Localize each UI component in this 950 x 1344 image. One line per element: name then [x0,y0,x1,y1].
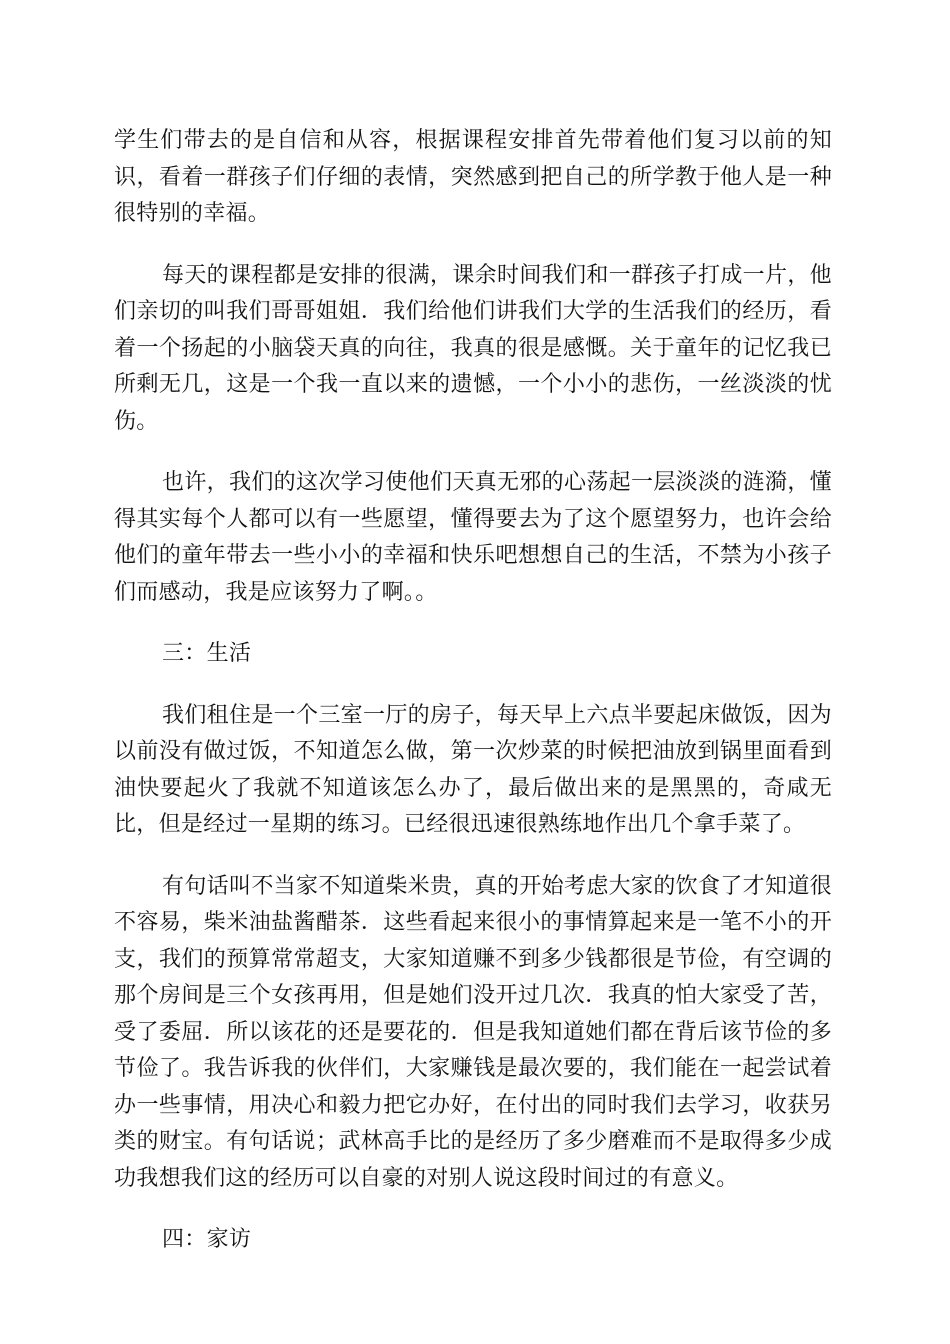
section-heading-home-visit: 四：家访 [162,1227,252,1252]
section-heading-life: 三：生活 [162,641,252,666]
document-body [114,123,832,1284]
paragraph-3: 也许，我们的这次学习使他们天真无邪的心荡起一层淡淡的涟漪，懂得其实每个人都可以有一些愿望，懂得要去为了这个愿望努力，也许会给他们的童年带去一些小小的幸福和快乐吧想想自己的生活，不禁为小孩子们而感动，我是应该努力了啊。。 [114,470,832,605]
paragraph-1: 学生们带去的是自信和从容，根据课程安排首先带着他们复习以前的知识，看着一群孩子们仔细的表情，突然感到把自己的所学教于他人是一种很特别的幸福。 [114,128,832,226]
paragraph-5: 有句话叫不当家不知道柴米贵，真的开始考虑大家的饮食了才知道很不容易，柴米油盐酱醋茶．这些看起来很小的事情算起来是一笔不小的开支，我们的预算常常超支，大家知道赚不到多少钱都很是节俭，有空调的那个房间是三个女孩再用，但是她们没开过几次．我真的怕大家受了苦，受了委屈．所以该花的还是要花的．但是我知道她们都在背后该节俭的多节俭了。我告诉我的伙伴们，大家赚钱是最次要的，我们能在一起尝试着办一些事情，用决心和毅力把它办好，在付出的同时我们去学习，收获另类的财宝。有句话说；武林高手比的是经历了多少磨难而不是取得多少成功我想我们这的经历可以自豪的对别人说这段时间过的有意义。 [114,873,832,1191]
paragraph-2: 每天的课程都是安排的很满，课余时间我们和一群孩子打成一片，他们亲切的叫我们哥哥姐姐．我们给他们讲我们大学的生活我们的经历，看着一个扬起的小脑袋天真的向往，我真的很是感慨。关于童年的记忆我已所剩无几，这是一个我一直以来的遗憾，一个小小的悲伤，一丝淡淡的忧伤。 [114,262,832,434]
paragraph-4: 我们租住是一个三室一厅的房子，每天早上六点半要起床做饭，因为以前没有做过饭，不知道怎么做，第一次炒菜的时候把油放到锅里面看到油快要起火了我就不知道该怎么办了，最后做出来的是黑黑的，奇咸无比，但是经过一星期的练习。已经很迅速很熟练地作出几个拿手菜了。 [114,702,832,837]
